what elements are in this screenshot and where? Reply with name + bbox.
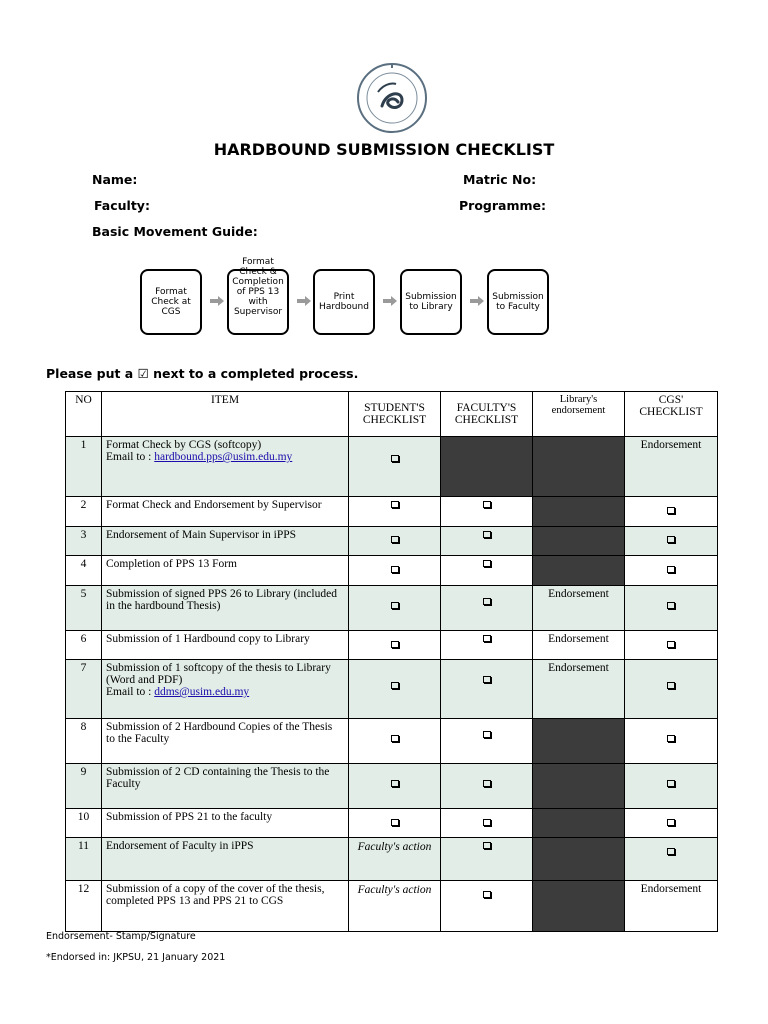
student-checkbox[interactable] [391,682,399,689]
flow-arrow-icon [470,296,484,306]
table-row: 11 Endorsement of Faculty in iPPS Faculty's action [66,838,718,881]
faculty-checkbox[interactable] [483,731,491,738]
col-header-no: NO [66,392,102,437]
table-row: 4 Completion of PPS 13 Form [66,556,718,586]
blocked-cell [533,838,625,881]
faculty-checkbox[interactable] [483,531,491,538]
endorsement-text: Endorsement [533,631,625,660]
faculty-checkbox[interactable] [483,842,491,849]
faculty-checkbox[interactable] [483,891,491,898]
table-row: 1 Format Check by CGS (softcopy) Email to : hardbound.pps@usim.edu.my Endorsement [66,437,718,497]
table-row: 6 Submission of 1 Hardbound copy to Library Endorsement [66,631,718,660]
faculty-checkbox[interactable] [483,635,491,642]
faculty-checkbox[interactable] [483,819,491,826]
footer-note-endorsement: Endorsement- Stamp/Signature [46,931,196,942]
table-row: 12 Submission of a copy of the cover of the thesis, completed PPS 13 and PPS 21 to CGS Faculty's action Endorsement [66,881,718,932]
cgs-checkbox[interactable] [667,735,675,742]
programme-label: Programme: [459,198,546,213]
cgs-checkbox[interactable] [667,848,675,855]
student-checkbox[interactable] [391,602,399,609]
blocked-cell [533,719,625,764]
blocked-cell [533,437,625,497]
table-row: 8 Submission of 2 Hardbound Copies of the Thesis to the Faculty [66,719,718,764]
student-checkbox[interactable] [391,641,399,648]
cgs-checkbox[interactable] [667,566,675,573]
flow-step-print-hardbound: Print Hardbound [313,269,375,335]
matric-label: Matric No: [463,172,537,187]
cgs-checkbox[interactable] [667,641,675,648]
blocked-cell [441,437,533,497]
blocked-cell [533,527,625,556]
flow-arrow-icon [210,296,224,306]
blocked-cell [533,764,625,809]
faculty-checkbox[interactable] [483,598,491,605]
student-checkbox[interactable] [391,735,399,742]
cgs-checkbox[interactable] [667,819,675,826]
table-row: 2 Format Check and Endorsement by Supervisor [66,497,718,527]
blocked-cell [533,497,625,527]
footer-note-endorsed-date: *Endorsed in: JKPSU, 21 January 2021 [46,952,226,963]
table-row: 3 Endorsement of Main Supervisor in iPPS [66,527,718,556]
student-checkbox[interactable] [391,566,399,573]
flow-arrow-icon [297,296,311,306]
student-checkbox[interactable] [391,780,399,787]
col-header-library: Library's endorsement [533,392,625,437]
endorsement-text: Endorsement [625,881,718,932]
col-header-student: STUDENT'S CHECKLIST [349,392,441,437]
instruction-text: Please put a ☑ next to a completed process. [46,366,359,381]
student-checkbox[interactable] [391,501,399,508]
faculty-checkbox[interactable] [483,780,491,787]
flow-step-library: Submission to Library [400,269,462,335]
student-checkbox[interactable] [391,455,399,462]
cgs-checkbox[interactable] [667,602,675,609]
endorsement-text: Endorsement [533,660,625,719]
checklist-table [65,391,718,932]
student-checkbox[interactable] [391,819,399,826]
university-logo [356,62,428,134]
flow-step-faculty: Submission to Faculty [487,269,549,335]
blocked-cell [533,556,625,586]
cgs-checkbox[interactable] [667,536,675,543]
faculty-checkbox[interactable] [483,501,491,508]
movement-guide-label: Basic Movement Guide: [92,224,258,239]
faculty-label: Faculty: [94,198,150,213]
col-header-faculty: FACULTY'S CHECKLIST [441,392,533,437]
cgs-checkbox[interactable] [667,780,675,787]
table-row: 5 Submission of signed PPS 26 to Library (included in the hardbound Thesis) Endorsement [66,586,718,631]
table-row: 10 Submission of PPS 21 to the faculty [66,809,718,838]
blocked-cell [533,809,625,838]
faculty-checkbox[interactable] [483,560,491,567]
flow-step-pps13: Format Check & Completion of PPS 13 with Supervisor [227,269,289,335]
col-header-item: ITEM [102,392,349,437]
page-title: HARDBOUND SUBMISSION CHECKLIST [213,140,555,159]
student-checkbox[interactable] [391,536,399,543]
cgs-checkbox[interactable] [667,682,675,689]
endorsement-text: Endorsement [625,437,718,497]
email-link[interactable]: ddms@usim.edu.my [154,686,250,698]
faculty-checkbox[interactable] [483,676,491,683]
faculty-action-text: Faculty's action [349,881,441,932]
cgs-checkbox[interactable] [667,507,675,514]
flow-step-format-check: Format Check at CGS [140,269,202,335]
flow-arrow-icon [383,296,397,306]
endorsement-text: Endorsement [533,586,625,631]
blocked-cell [533,881,625,932]
table-row: 7 Submission of 1 softcopy of the thesis to Library (Word and PDF) Email to : ddms@usim.edu.my Endorsement [66,660,718,719]
col-header-cgs: CGS' CHECKLIST [625,392,718,437]
table-row: 9 Submission of 2 CD containing the Thesis to the Faculty [66,764,718,809]
faculty-action-text: Faculty's action [349,838,441,881]
name-label: Name: [92,172,138,187]
email-link[interactable]: hardbound.pps@usim.edu.my [154,451,293,463]
